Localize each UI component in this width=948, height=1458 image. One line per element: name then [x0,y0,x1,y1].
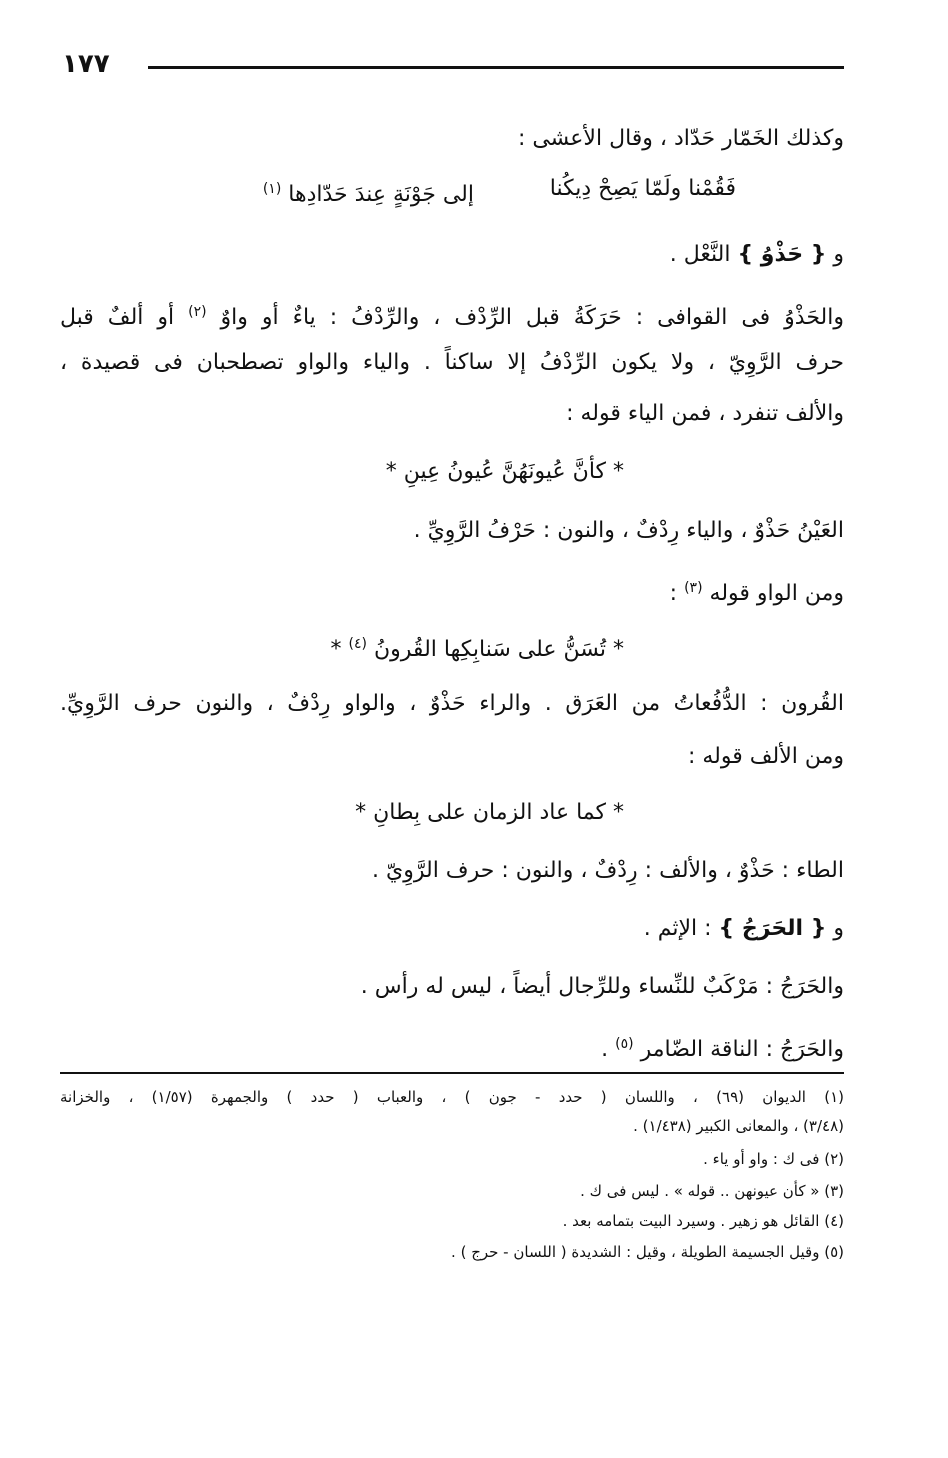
entry-line [60,912,844,946]
verse-line: * كأنَّ عُيونَهُنَّ عُيونُ عِينِ * [385,459,624,484]
text-line: والحَرَجُ : مَرْكَبٌ للنِّساء وللرِّجال أيضاً ، ليس له رأس . [360,974,844,999]
header-rule [148,66,844,69]
text-line: الطاء : حَذْوٌ ، والألف : رِدْفٌ ، والنون : حرف الرَّوِيّ . [372,858,844,883]
text-line: ومن الألف قوله : [687,744,844,769]
text-segment: أو ألفٌ قبل [60,305,175,330]
verse-text: * تُسَنُّ على سَنابِكِها القُرونُ [374,637,624,662]
entry-text: النَّعْل . [669,242,731,267]
footnote-marker: (٢) [188,304,207,320]
footnote-marker: (٤) [348,636,368,652]
footnote-rule [60,1072,844,1074]
verse-text: * [330,637,342,662]
verse-line [331,627,624,667]
text-segment: والحَرَجُ : الناقة الضّامر [640,1037,844,1062]
footnote-marker: (٥) [615,1036,634,1052]
footnote: (٣) « كأن عيونهن .. قوله » . ليس فى ك . [580,1182,844,1200]
footnote-marker: (٣) [684,580,703,596]
page-number: ١٧٧ [62,49,110,79]
text-line: القُرون : الدُّفُعاتُ من العَرَق . والراء حَذْوٌ ، والواو رِدْفٌ ، والنون حرف الرَّوِيِّ. [60,691,844,716]
text-line: العَيْنُ حَذْوٌ ، والياء رِدْفٌ ، والنون : حَرْفُ الرَّوِيِّ . [413,518,844,543]
page-header [62,49,844,80]
text-segment: : [669,581,678,606]
footnote: (٥) وقيل الجسيمة الطويلة ، وقيل : الشديدة ( اللسان - حرج ) . [451,1243,844,1261]
entry-headword: { الحَرَجُ } [718,916,827,941]
text-line: حرف الرَّوِيّ ، ولا يكون الرِّدْفُ إلا ساكناً . والياء والواو تصطحبان فى قصيدة ، [60,350,844,375]
footnote: (٤) القائل هو زهير . وسيرد البيت بتمامه بعد . [562,1212,844,1230]
verse-hemistich-right: فَقُمْنا ولَمّا يَصِحْ دِيكُنا [549,176,736,201]
verse-text: إلى جَوْنَةٍ عِندَ حَدّادِها [288,182,474,207]
footnote-continuation: (٣/٤٨) ، والمعانى الكبير (١/٤٣٨) . [633,1117,844,1135]
verse-line: * كما عاد الزمان على بِطانِ * [355,800,624,825]
entry-text: : الإثم . [643,916,712,941]
entry-line [60,238,844,272]
text-line: والألف تنفرد ، فمن الياء قوله : [566,401,844,426]
footnote-marker: (١) [262,181,282,197]
verse-hemistich-left [263,172,474,212]
text-segment: . [601,1037,609,1062]
text-segment: ومن الواو قوله [709,581,844,606]
entry-prefix: و [833,916,844,941]
text-line [60,295,844,335]
entry-headword: { حَذْوُ } [737,242,827,267]
text-line: وكذلك الخَمّار حَدّاد ، وقال الأعشى : [517,126,844,151]
text-line [60,571,844,611]
footnote: (٢) فى ك : واو أو ياء . [703,1150,844,1168]
entry-prefix: و [833,242,844,267]
text-segment: والحَذْوُ فى القوافى : حَرَكَةُ قبل الرِّدْف ، والرِّدْفُ : ياءٌ أو واوٌ [220,305,844,330]
text-line [60,1027,844,1067]
footnote: (١) الديوان (٦٩) ، واللسان ( حدد - جون ) ، والعباب ( حدد ) والجمهرة (١/٥٧) ، والخزانة [60,1088,844,1106]
